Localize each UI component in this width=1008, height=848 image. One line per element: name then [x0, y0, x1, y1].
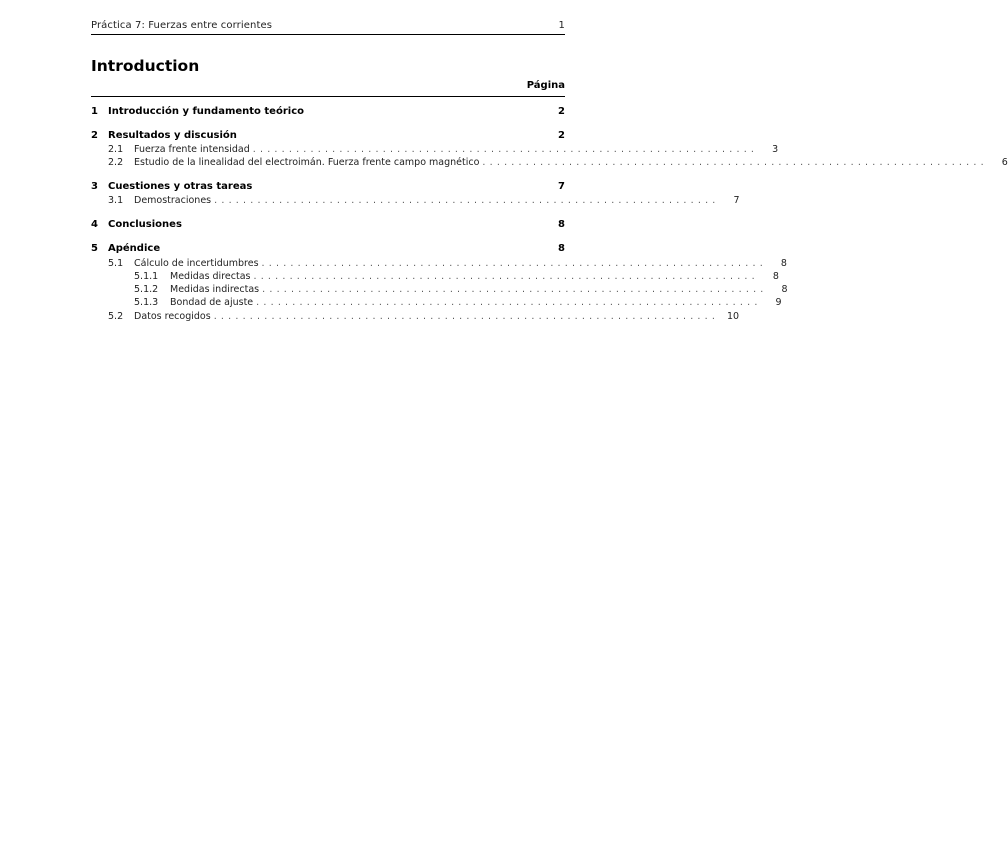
- dot-leader: ......................................................................: [253, 271, 759, 282]
- entry-page: 8: [780, 258, 787, 269]
- toc-entry[interactable]: [91, 157, 1008, 170]
- entry-page: 8: [772, 271, 779, 282]
- toc-entry[interactable]: [91, 181, 565, 194]
- entry-title: Resultados y discusión: [108, 130, 237, 141]
- entry-title: Cálculo de incertidumbres: [134, 258, 259, 269]
- page-column-label: Página: [526, 80, 565, 91]
- entry-number: 5: [91, 243, 98, 254]
- entry-page: 6: [1001, 157, 1008, 168]
- toc-entry[interactable]: [91, 311, 740, 324]
- entry-number: 1: [91, 106, 98, 117]
- entry-number: 5.1.3: [134, 297, 159, 308]
- entry-title: Conclusiones: [108, 219, 182, 230]
- entry-page: 7: [558, 181, 565, 192]
- entry-title: Datos recogidos: [134, 311, 211, 322]
- entry-number: 2.1: [108, 144, 124, 155]
- entry-page: 8: [781, 284, 788, 295]
- entry-title: Estudio de la linealidad del electroimán. Fuerza frente campo magnético: [134, 157, 480, 168]
- entry-page: 9: [775, 297, 782, 308]
- entry-title: Medidas indirectas: [170, 284, 260, 295]
- entry-number: 3: [91, 181, 98, 192]
- entry-page: 2: [558, 130, 565, 141]
- entry-title: Fuerza frente intensidad: [134, 144, 250, 155]
- entry-number: 5.1.2: [134, 284, 159, 295]
- entry-page: 7: [733, 195, 740, 206]
- entry-number: 5.2: [108, 311, 124, 322]
- header-rule: [91, 34, 565, 35]
- toc-entry[interactable]: [91, 297, 782, 310]
- toc-entry[interactable]: [91, 106, 565, 119]
- toc-entry[interactable]: [91, 284, 788, 297]
- entry-page: 8: [558, 219, 565, 230]
- running-header-title: Práctica 7: Fuerzas entre corrientes: [91, 20, 273, 31]
- entry-number: 2: [91, 130, 98, 141]
- entry-title: Bondad de ajuste: [170, 297, 254, 308]
- entry-number: 5.1.1: [134, 271, 159, 282]
- running-header-page-number: 1: [558, 20, 565, 31]
- toc-entry[interactable]: [91, 219, 565, 232]
- toc-heading: Introduction: [91, 57, 200, 75]
- entry-page: 8: [558, 243, 565, 254]
- dot-leader: ......................................................................: [252, 144, 759, 155]
- entry-title: Introducción y fundamento teórico: [108, 106, 304, 117]
- entry-page: 2: [558, 106, 565, 117]
- entry-title: Demostraciones: [134, 195, 212, 206]
- dot-leader: ......................................................................: [256, 297, 762, 308]
- toc-entry[interactable]: [91, 144, 779, 157]
- dot-leader: ......................................................................: [482, 157, 988, 168]
- dot-leader: ......................................................................: [261, 258, 767, 269]
- entry-page: 3: [772, 144, 779, 155]
- entry-number: 4: [91, 219, 98, 230]
- toc-entry[interactable]: [91, 258, 787, 271]
- entry-page: 10: [726, 311, 740, 322]
- toc-rule: [91, 96, 565, 97]
- toc-entry[interactable]: [91, 130, 565, 143]
- entry-number: 2.2: [108, 157, 124, 168]
- toc-entry[interactable]: [91, 271, 779, 284]
- entry-title: Cuestiones y otras tareas: [108, 181, 253, 192]
- entry-title: Apéndice: [108, 243, 161, 254]
- toc-entry[interactable]: [91, 195, 740, 208]
- dot-leader: ......................................................................: [214, 195, 720, 206]
- running-header: [91, 20, 565, 31]
- entry-number: 3.1: [108, 195, 124, 206]
- toc-entry[interactable]: [91, 243, 565, 256]
- dot-leader: ......................................................................: [262, 284, 768, 295]
- dot-leader: ......................................................................: [213, 311, 720, 322]
- entry-title: Medidas directas: [170, 271, 251, 282]
- entry-number: 5.1: [108, 258, 124, 269]
